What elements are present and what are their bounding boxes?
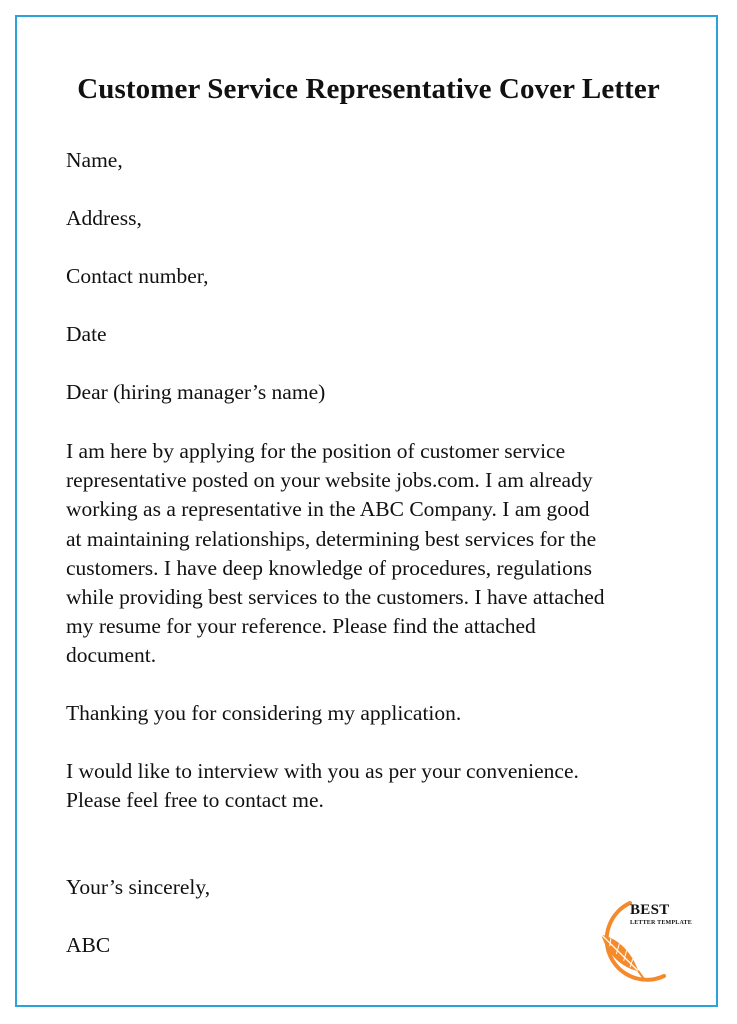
closing-line: I would like to interview with you as per your convenience. xyxy=(66,759,579,783)
body-line: while providing best services to the customers. I have attached xyxy=(66,585,605,610)
document-title: Customer Service Representative Cover Letter xyxy=(77,73,660,105)
sender-contact-line: Contact number, xyxy=(66,264,209,288)
sender-address-line: Address, xyxy=(66,206,142,230)
best-letter-template-logo xyxy=(586,898,691,990)
body-paragraph xyxy=(66,437,605,671)
signoff: Your’s sincerely, xyxy=(66,875,211,899)
date-line: Date xyxy=(66,322,107,346)
body-line: I am here by applying for the position of customer service xyxy=(66,439,566,463)
body-line: at maintaining relationships, determining best services for the xyxy=(66,526,597,551)
body-line: customers. I have deep knowledge of procedures, regulations xyxy=(66,555,592,580)
logo-tagline: LETTER TEMPLATE xyxy=(630,920,692,926)
salutation: Dear (hiring manager’s name) xyxy=(66,380,326,404)
closing-line: Please feel free to contact me. xyxy=(66,788,324,813)
sender-name-line: Name, xyxy=(66,148,123,172)
body-line: representative posted on your website jobs.com. I am already xyxy=(66,468,593,493)
body-line: working as a representative in the ABC Company. I am good xyxy=(66,497,590,522)
thanks-line: Thanking you for considering my application. xyxy=(66,701,462,725)
signature: ABC xyxy=(66,933,111,957)
logo-text xyxy=(630,902,692,927)
body-line: document. xyxy=(66,643,157,668)
closing-paragraph xyxy=(66,757,579,815)
logo-name: BEST xyxy=(630,902,670,918)
body-line: my resume for your reference. Please find the attached xyxy=(66,614,536,639)
